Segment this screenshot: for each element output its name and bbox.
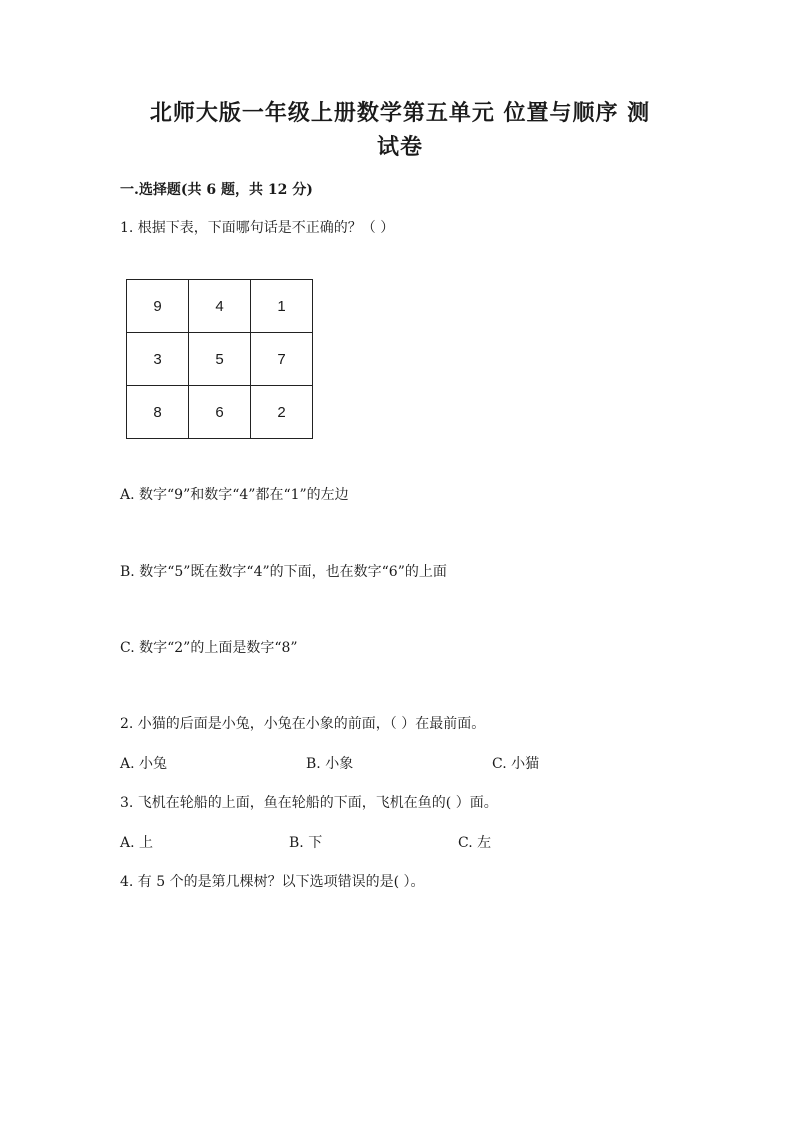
- grid-cell: 2: [251, 386, 313, 439]
- title-line-2: 试卷: [376, 134, 423, 160]
- question-3-option-c: C. 左: [458, 835, 492, 851]
- question-4-stem: 4. 有 5 个的是第几棵树？以下选项错误的是( ）。: [120, 874, 425, 890]
- question-3-stem: 3. 飞机在轮船的上面，鱼在轮船的下面，飞机在鱼的( ）面。: [120, 795, 498, 811]
- question-2-option-c: C. 小猫: [492, 756, 540, 772]
- page-title: [100, 96, 700, 164]
- question-2-option-a: A. 小兔: [120, 756, 168, 772]
- grid-cell: 8: [127, 386, 189, 439]
- question-2-option-b: B. 小象: [306, 756, 354, 772]
- question-1-option-c: C. 数字“2”的上面是数字“8”: [120, 640, 298, 656]
- question-1-option-b: B. 数字“5”既在数字“4”的下面，也在数字“6”的上面: [120, 564, 447, 580]
- question-1-stem: 1. 根据下表，下面哪句话是不正确的？（ ）: [120, 220, 395, 236]
- number-grid: [126, 279, 313, 439]
- question-3-option-b: B. 下: [289, 835, 323, 851]
- grid-cell: 4: [189, 280, 251, 333]
- question-3-option-a: A. 上: [120, 835, 154, 851]
- grid-cell: 1: [251, 280, 313, 333]
- grid-cell: 3: [127, 333, 189, 386]
- grid-cell: 6: [189, 386, 251, 439]
- grid-cell: 5: [189, 333, 251, 386]
- grid-cell: 7: [251, 333, 313, 386]
- grid-row: [127, 386, 313, 439]
- grid-row: [127, 280, 313, 333]
- section-heading: 一.选择题(共 6 题，共 12 分): [120, 182, 313, 198]
- grid-row: [127, 333, 313, 386]
- grid-cell: 9: [127, 280, 189, 333]
- question-1-option-a: A. 数字“9”和数字“4”都在“1”的左边: [120, 487, 349, 503]
- question-2-stem: 2. 小猫的后面是小兔，小兔在小象的前面，（ ）在最前面。: [120, 716, 486, 732]
- title-line-1: 北师大版一年级上册数学第五单元 位置与顺序 测: [149, 100, 651, 126]
